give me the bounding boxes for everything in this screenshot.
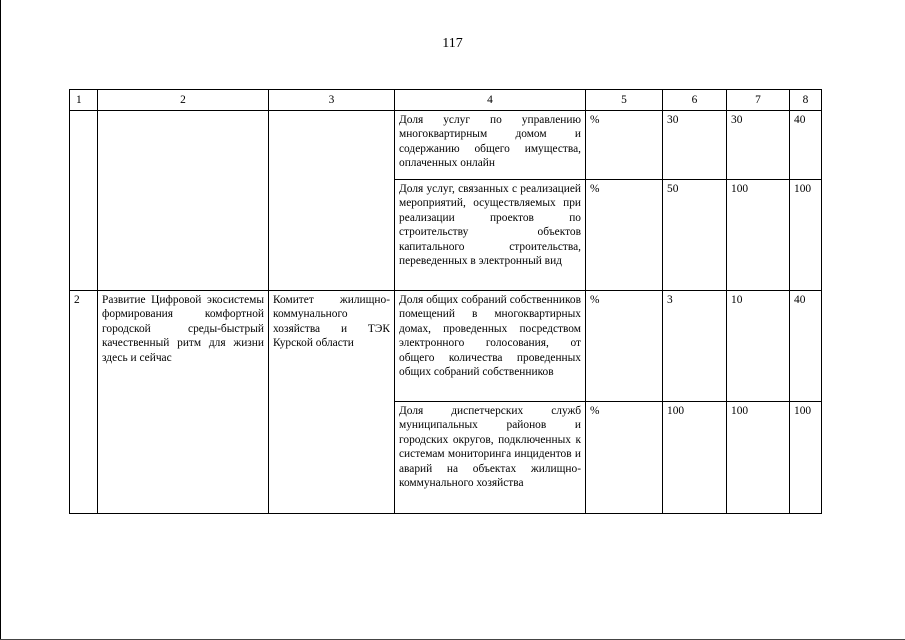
header-cell-2: 2 — [98, 90, 269, 111]
indicator-cell: Доля диспетчерских служб муниципальных районов и городских округов, подключенных к системам мониторинга инцидентов и аварий на объектах жилищно-коммунального хозяйства — [395, 402, 586, 514]
header-cell-3: 3 — [269, 90, 395, 111]
header-cell-1: 1 — [70, 90, 98, 111]
value-cell-8: 100 — [790, 180, 822, 291]
value-cell-7: 30 — [727, 111, 790, 180]
header-row — [70, 90, 822, 111]
table-row — [70, 291, 822, 402]
row-number-cell — [70, 111, 98, 291]
value-cell-8: 40 — [790, 111, 822, 180]
header-cell-6: 6 — [663, 90, 727, 111]
unit-cell: % — [586, 111, 663, 180]
responsible-cell — [269, 111, 395, 291]
indicator-cell: Доля услуг по управлению многоквартирным домом и содержанию общего имущества, оплаченных онлайн — [395, 111, 586, 180]
header-cell-8: 8 — [790, 90, 822, 111]
page-number: 117 — [442, 36, 463, 51]
value-cell-8: 40 — [790, 291, 822, 402]
unit-cell: % — [586, 402, 663, 514]
indicators-table — [69, 89, 822, 514]
header-cell-4: 4 — [395, 90, 586, 111]
value-cell-7: 100 — [727, 180, 790, 291]
header-cell-7: 7 — [727, 90, 790, 111]
table-row — [70, 111, 822, 180]
direction-cell — [98, 111, 269, 291]
scan-edge-left — [0, 0, 1, 640]
value-cell-6: 3 — [663, 291, 727, 402]
indicator-cell: Доля услуг, связанных с реализацией мероприятий, осуществляемых при реализации проектов по строительству объектов капитального строительства, переведенных в электронный вид — [395, 180, 586, 291]
value-cell-6: 100 — [663, 402, 727, 514]
row-number-cell: 2 — [70, 291, 98, 514]
value-cell-6: 50 — [663, 180, 727, 291]
value-cell-6: 30 — [663, 111, 727, 180]
indicator-cell: Доля общих собраний собственников помещений в многоквартирных домах, проведенных посредством электронного голосования, от общего количества проведенных общих собраний собственников — [395, 291, 586, 402]
value-cell-8: 100 — [790, 402, 822, 514]
table-header — [70, 90, 822, 111]
unit-cell: % — [586, 180, 663, 291]
value-cell-7: 10 — [727, 291, 790, 402]
direction-cell: Развитие Цифровой экосистемы формирования комфортной городской среды-быстрый качественный ритм для жизни здесь и сейчас — [98, 291, 269, 514]
table-body — [70, 111, 822, 514]
unit-cell: % — [586, 291, 663, 402]
header-cell-5: 5 — [586, 90, 663, 111]
responsible-cell: Комитет жилищно-коммунального хозяйства и ТЭК Курской области — [269, 291, 395, 514]
value-cell-7: 100 — [727, 402, 790, 514]
